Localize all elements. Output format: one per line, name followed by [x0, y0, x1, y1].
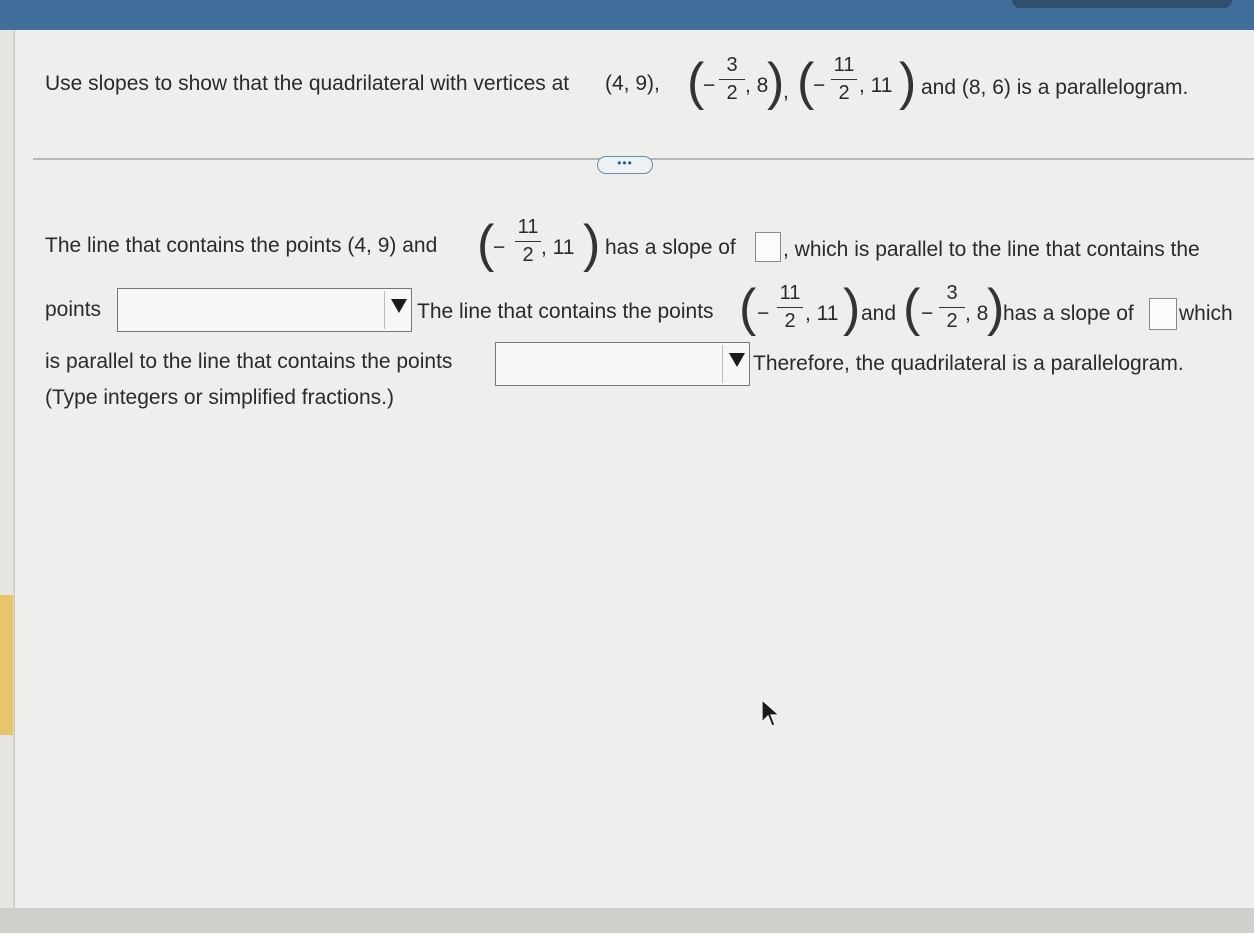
paren-close: ) — [843, 279, 861, 337]
question-vertex-3-sign: − — [813, 74, 826, 97]
answer-row3-text-b: Therefore, the quadrilateral is a parallelogram. — [753, 352, 1184, 375]
question-vertex-3-fraction — [831, 54, 857, 105]
question-vertex-1: (4, 9), — [605, 72, 660, 95]
paren-open: ( — [687, 53, 705, 111]
fraction-denominator: 2 — [838, 82, 850, 104]
paren-open: ( — [903, 279, 921, 337]
points-dropdown-1[interactable] — [117, 288, 412, 332]
answer-row2-text-b: The line that contains the points — [417, 300, 714, 323]
paren-open: ( — [797, 53, 815, 111]
paren-close: ) — [767, 53, 785, 111]
fraction-denominator: 2 — [522, 244, 534, 266]
instruction-text: (Type integers or simplified fractions.) — [45, 386, 394, 409]
dropdown-arrow-icon[interactable] — [729, 353, 745, 367]
slope-input-1[interactable] — [755, 232, 781, 262]
answer-row2-text-c: has a slope of — [1003, 302, 1134, 325]
answer-row2-point1-fraction — [777, 282, 803, 333]
left-strip — [0, 30, 13, 910]
answer-row3-text: is parallel to the line that contains the points — [45, 350, 453, 373]
answer-row1-point-rest: , 11 — [541, 236, 575, 259]
paren-open: ( — [739, 279, 757, 337]
answer-row1-text-c: , which is parallel to the line that contains the — [783, 238, 1200, 261]
question-separator: , — [783, 80, 789, 103]
fraction-numerator: 11 — [777, 282, 803, 308]
more-options-button[interactable]: ••• — [597, 156, 653, 174]
answer-row2-point2-sign: − — [921, 302, 934, 325]
paren-close: ) — [583, 215, 601, 273]
fraction-numerator: 11 — [515, 216, 541, 242]
answer-row2-point2-rest: , 8 — [965, 302, 989, 325]
dropdown-separator — [722, 345, 723, 383]
question-text-prefix: Use slopes to show that the quadrilateral with vertices at — [45, 72, 570, 95]
question-vertex-2-rest: , 8 — [745, 74, 769, 97]
left-accent-marker — [0, 595, 13, 735]
bottom-bar — [0, 908, 1254, 933]
answer-row2-text-d: which — [1179, 302, 1233, 325]
fraction-numerator: 3 — [939, 282, 965, 308]
answer-row1-point-sign: − — [493, 236, 506, 259]
dropdown-arrow-icon[interactable] — [391, 299, 407, 313]
answer-row1-text-b: has a slope of — [605, 236, 736, 259]
answer-row2-point2-fraction — [939, 282, 965, 333]
paren-open: ( — [477, 215, 495, 273]
answer-row2-text: points — [45, 298, 102, 321]
question-vertex-2-sign: − — [703, 74, 716, 97]
fraction-denominator: 2 — [946, 310, 958, 332]
answer-row2-point1-rest: , 11 — [805, 302, 839, 325]
top-bar-tab — [1012, 0, 1232, 8]
paren-close: ) — [899, 53, 917, 111]
paren-close: ) — [987, 279, 1005, 337]
fraction-numerator: 3 — [719, 54, 745, 80]
question-text-suffix: and (8, 6) is a parallelogram. — [921, 76, 1189, 99]
fraction-denominator: 2 — [726, 82, 738, 104]
answer-row1-point-fraction — [515, 216, 541, 267]
question-vertex-3-rest: , 11 — [859, 74, 893, 97]
fraction-denominator: 2 — [784, 310, 796, 332]
mouse-cursor-icon — [760, 698, 782, 730]
fraction-numerator: 11 — [831, 54, 857, 80]
dropdown-separator — [384, 291, 385, 329]
answer-row2-and: and — [861, 302, 897, 325]
answer-row2-point1-sign: − — [757, 302, 770, 325]
question-panel — [14, 30, 1254, 908]
question-vertex-2-fraction — [719, 54, 745, 105]
top-bar — [0, 0, 1254, 30]
points-dropdown-2[interactable] — [495, 342, 750, 386]
slope-input-2[interactable] — [1149, 298, 1177, 330]
answer-row1-text: The line that contains the points (4, 9) and — [45, 234, 438, 257]
